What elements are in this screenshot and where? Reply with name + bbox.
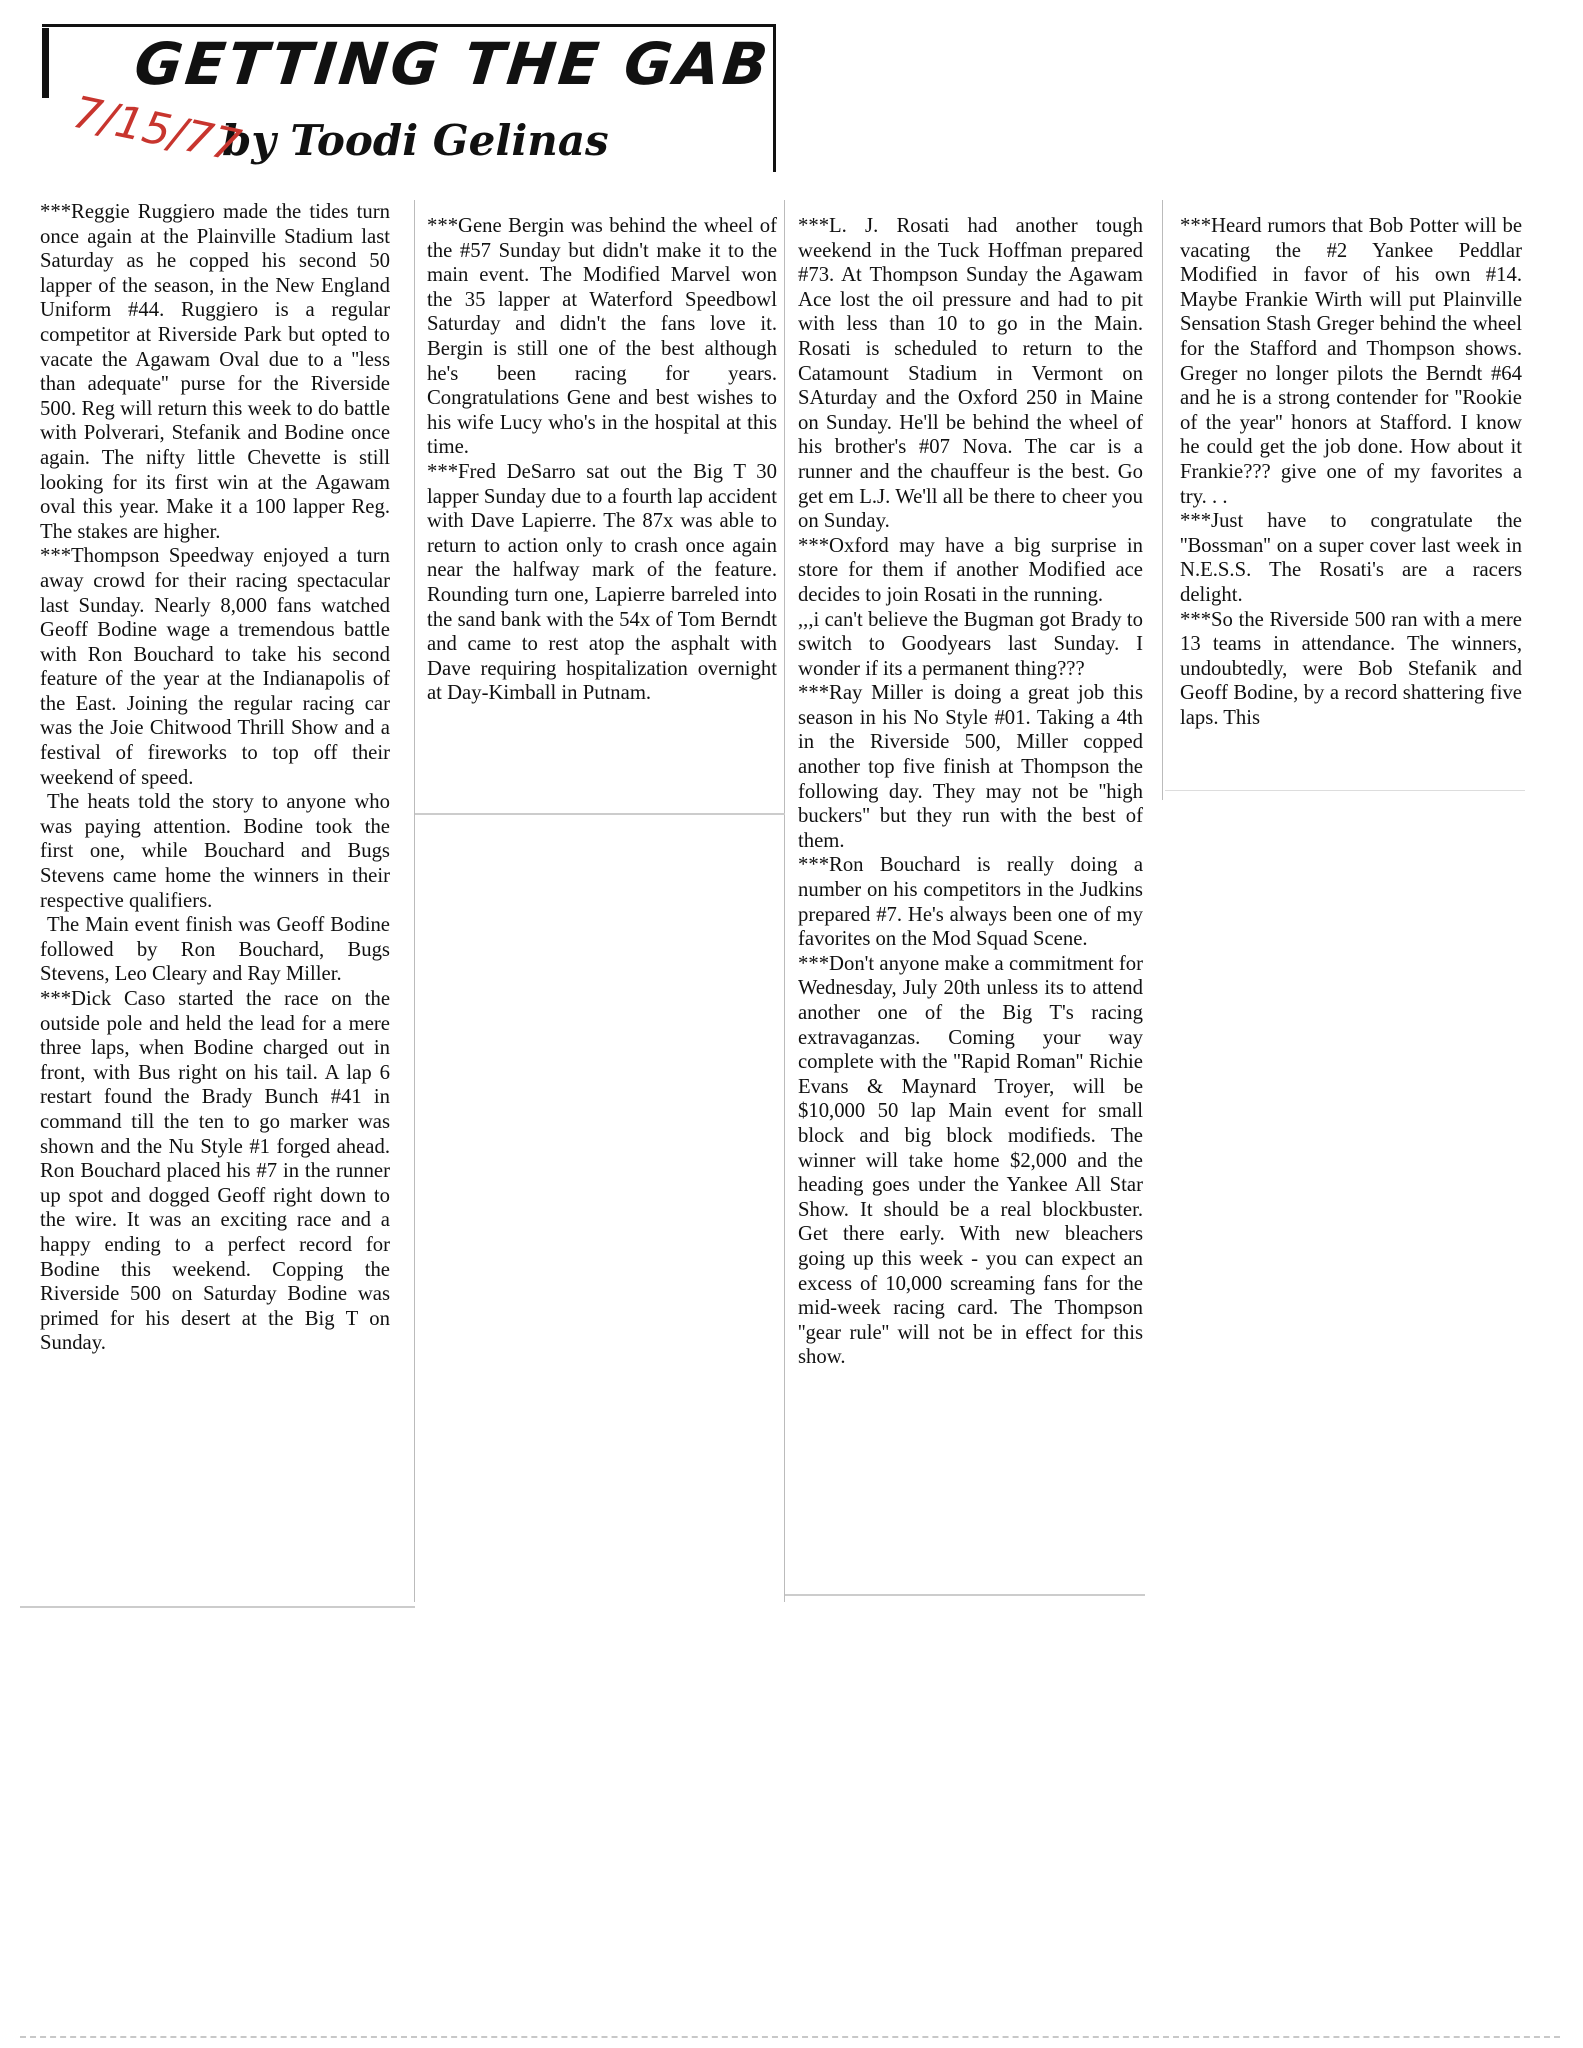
- paragraph: ***Thompson Speedway enjoyed a turn away crowd for their racing spectacular last Sunday. Nearly 8,000 fans watched Geoff Bodine wage a tremendous battle with Ron Bouchard to take his second feature of the year at the Indianapolis of the East. Joining the regular racing car was the Joie Chitwood Thrill Show and a festival of fireworks to top off their weekend of speed.: [40, 545, 390, 789]
- paragraph: ***Heard rumors that Bob Potter will be vacating the #2 Yankee Peddlar Modified in favor of his own #14. Maybe Frankie Wirth will put Plainville Sensation Stash Greger behind the wheel for the Stafford and Thompson shows. Greger no longer pilots the Berndt #64 and he is a strong contender for ''Rookie of the year'' honors at Stafford. I know he could get the job done. How about it Frankie??? give one of my favorites a try. . .: [1180, 215, 1522, 508]
- column-divider: [784, 200, 785, 1602]
- column-end-rule: [785, 1594, 1145, 1596]
- column-end-rule: [1165, 790, 1525, 791]
- paragraph: ***Just have to congratulate the ''Bossman'' on a super cover last week in N.E.S.S. The Rosati's are a racers delight.: [1180, 510, 1522, 606]
- paragraph: ***Ray Miller is doing a great job this season in his No Style #01. Taking a 4th in the Riverside 500, Miller copped another top five finish at Thompson the following day. They may not be ''high buckers'' but they run with the best of them.: [798, 682, 1143, 852]
- column-divider: [414, 200, 415, 1602]
- column-divider: [1162, 200, 1163, 800]
- paragraph: ***Don't anyone make a commitment for Wednesday, July 20th unless its to attend another one of the Big T's racing extravaganzas. Coming your way complete with the ''Rapid Roman'' Richie Evans & Maynard Troyer, will be $10,000 50 lap Main event for small block and big block modifieds. The winner will take home $2,000 and the heading goes under the Yankee All Star Show. It should be a real blockbuster. Get there early. With new bleachers going up this week - you can expect an excess of 10,000 screaming fans for the mid-week racing card. The Thompson ''gear rule'' will not be in effect for this show.: [798, 952, 1143, 1369]
- paragraph: ***So the Riverside 500 ran with a mere 13 teams in attendance. The winners, undoubtedly, were Bob Stefanik and Geoff Bodine, by a record shattering five laps. This: [1180, 608, 1522, 729]
- paragraph: ***Fred DeSarro sat out the Big T 30 lapper Sunday due to a fourth lap accident with Dave Lapierre. The 87x was able to return to action only to crash once again near the halfway mark of the feature. Rounding turn one, Lapierre barreled into the sand bank with the 54x of Tom Berndt and came to rest atop the asphalt with Dave requiring hospitalization overnight at Day-Kimball in Putnam.: [427, 460, 777, 705]
- article-column-4: [1180, 214, 1522, 730]
- paragraph: The Main event finish was Geoff Bodine followed by Ron Bouchard, Bugs Stevens, Leo Cleary and Ray Miller.: [40, 914, 390, 986]
- paragraph: The heats told the story to anyone who was paying attention. Bodine took the first one, while Bouchard and Bugs Stevens came home the winners in their respective qualifiers.: [40, 791, 390, 912]
- article-column-1: [40, 200, 390, 1356]
- paragraph: ***L. J. Rosati had another tough weekend in the Tuck Hoffman prepared #73. At Thompson Sunday the Agawam Ace lost the oil pressure and had to pit with less than 10 to go in the Main. Rosati is scheduled to return to the Catamount Stadium in Vermont on SAturday and the Oxford 250 in Maine on Sunday. He'll be behind the wheel of his brother's #07 Nova. The car is a runner and the chauffeur is the best. Go get em L.J. We'll all be there to cheer you on Sunday.: [798, 215, 1143, 533]
- article-column-3: [798, 214, 1143, 1370]
- column-title: GETTING THE GAB: [131, 30, 774, 98]
- column-end-rule: [415, 813, 785, 815]
- byline: by Toodi Gelinas: [222, 116, 609, 165]
- paragraph: ***Ron Bouchard is really doing a number on his competitors in the Judkins prepared #7. He's always been one of my favorites on the Mod Squad Scene.: [798, 854, 1143, 951]
- paragraph: ,,,i can't believe the Bugman got Brady to switch to Goodyears last Sunday. I wonder if its a permanent thing???: [798, 608, 1143, 680]
- paragraph: ***Oxford may have a big surprise in store for them if another Modified ace decides to join Rosati in the running.: [798, 534, 1143, 606]
- paragraph: ***Dick Caso started the race on the outside pole and held the lead for a mere three laps, when Bodine charged out in front, with Bus right on his tail. A lap 6 restart found the Brady Bunch #41 in command till the ten to go marker was shown and the Nu Style #1 forged ahead. Ron Bouchard placed his #7 in the runner up spot and dogged Geoff right down to the wire. It was an exciting race and a happy ending to a perfect record for Bodine this weekend. Copping the Riverside 500 on Saturday Bodine was primed for his desert at the Big T on Sunday.: [40, 988, 390, 1355]
- paragraph: ***Gene Bergin was behind the wheel of the #57 Sunday but didn't make it to the main event. The Modified Marvel won the 35 lapper at Waterford Speedbowl Saturday and didn't the fans love it. Bergin is still one of the best although he's been racing for years. Congratulations Gene and best wishes to his wife Lucy who's in the hospital at this time.: [427, 215, 777, 459]
- handwritten-date-note: 7/15/77: [68, 86, 246, 173]
- paragraph: ***Reggie Ruggiero made the tides turn once again at the Plainville Stadium last Saturday as he copped his second 50 lapper of the season, in the New England Uniform #44. Ruggiero is a regular competitor at Riverside Park but opted to vacate the Agawam Oval due to a ''less than adequate'' purse for the Riverside 500. Reg will return this week to do battle with Polverari, Stefanik and Bodine once again. The nifty little Chevette is still looking for its first win at the Agawam oval this year. Make it a 100 lapper Reg. The stakes are higher.: [40, 201, 390, 543]
- page-bottom-edge: [20, 2036, 1560, 2038]
- column-end-rule: [20, 1606, 415, 1608]
- article-column-2: [427, 214, 777, 706]
